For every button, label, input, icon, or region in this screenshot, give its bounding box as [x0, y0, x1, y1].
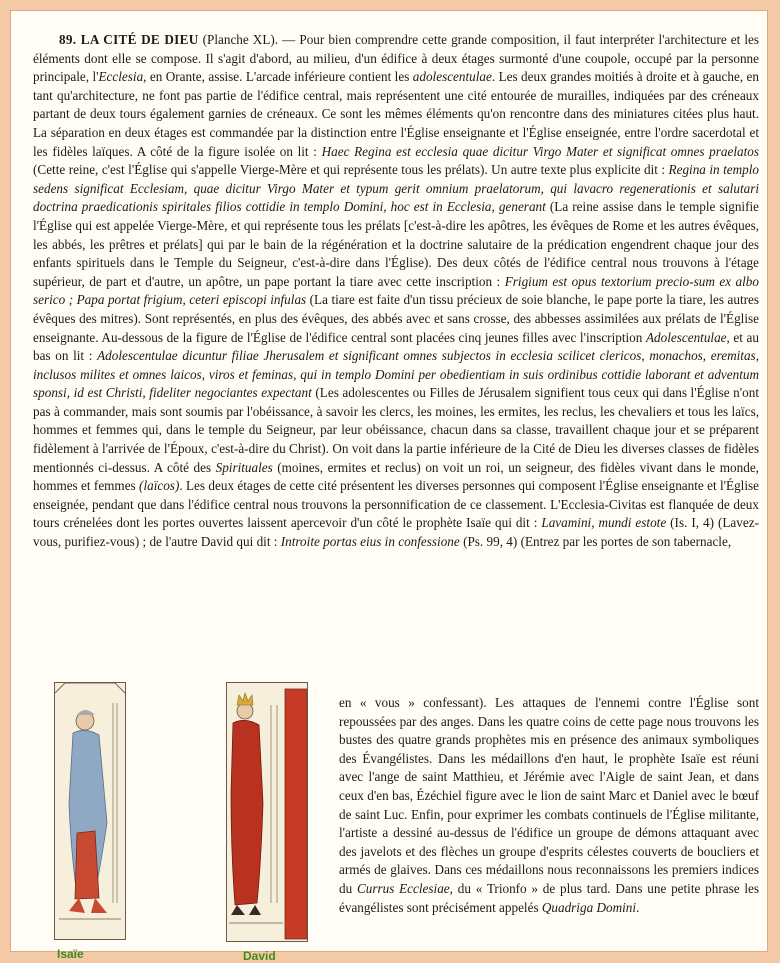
text-run: . Les deux étages de cette cité présentent les diverses personnes qui composent l'Église enseignante et l'Église enseignée, pendant que dans l'édifice central nous trouvons la personnification de ce classement. L'Ecclesia-Civitas est flanquée de deux tours crénelées dont les portes ouvertes laissent apercevoir d'un côté le prophète Isaïe qui dit : — [33, 478, 759, 531]
paragraph-continuation — [339, 694, 759, 917]
david-miniature — [226, 682, 308, 942]
isaiah-miniature — [54, 682, 126, 940]
isaiah-caption: Isaïe — [57, 947, 84, 961]
david-caption: David — [243, 949, 276, 963]
latin-quote: Quadriga Domini — [541, 899, 637, 915]
latin-quote: Adolescentulae — [645, 329, 727, 345]
latin-quote: Haec Regina est ecclesia quae dicitur Virgo Mater et significat omnes praelatos — [321, 143, 759, 159]
text-run: . — [636, 899, 640, 915]
text-run: (Cette reine, c'est l'Église qui s'appelle Vierge-Mère et qui représente tous les prélats). Un autre texte plus explicite dit : — [33, 162, 669, 178]
section-heading: 89. LA CITÉ DE DIEU — [59, 32, 199, 47]
latin-quote: Regina in templo sedens significat Ecclesiam, quae dicitur Virgo Mater et typum gerit omnium praelatorum, qui lavacro regenerationis et salutari doctrina praedicationis spiritales filios cottidie in templo Domini, hoc est in Ecclesia, generant — [33, 162, 759, 215]
latin-quote: Ecclesia — [98, 69, 144, 85]
david-figure-illustration — [227, 683, 307, 941]
text-run: , et au bas on lit : — [33, 329, 760, 364]
text-run: , du « Trionfo » de plus tard. Dans une petite phrase les évangélistes sont précisément appelés — [339, 880, 759, 915]
text-run: (La reine assise dans le temple signifie l'Église qui est appelée Vierge-Mère, et qui représente tous les prélats [c'est-à-dire les apôtres, les évêques de Rome et les autres évêques, les abbés, les prêtres et prélats] qui par le bain de la régénération et la doctrine salutaire de la prédication engendrent chaque jour des enfants spirituels dans le Temple du Seigneur, c'est-à-dire dans l'Église). Des deux côtés de l'édifice central nous trouvons à l'étage supérieur, de part et d'autre, un apôtre, un pape portant la tiare avec cette inscription : — [33, 199, 759, 289]
latin-quote: Lavamini, mundi estote — [541, 515, 667, 531]
latin-quote: adolescentulae — [412, 69, 492, 85]
latin-quote: Currus Ecclesiae — [356, 880, 450, 896]
text-run: (moines, ermites et reclus) on voit un roi, un seigneur, des fidèles vivant dans le monde, hommes et femmes — [33, 459, 759, 494]
plate-reference: (Planche XL). — [202, 32, 279, 47]
text-run: (Ps. 99, 4) (Entrez par les portes de son tabernacle, — [459, 534, 732, 550]
latin-quote: Spirituales — [215, 459, 273, 475]
text-run: (La tiare est faite d'un tissu précieux de soie blanche, le pape porte la tiare, les autres évêques des mitres). Sont représentés, en plus des évêques, des abbés avec et sans crosse, des abbesses assimilées aux prélats de l'Église enseignante. Au-dessous de la figure de l'Église de l'édifice central sont placées cinq jeunes filles avec l'inscription — [33, 292, 759, 345]
latin-quote: Frigium est opus textorium precio-sum ex albo serico ; Papa portat frigium, ceteri episcopi infulas — [33, 273, 759, 308]
text-run: (Les adolescentes ou Filles de Jérusalem signifient tous ceux qui dans l'Église n'ont pas à commander, mais sont soumis par l'obéissance, à savoir les clercs, les moines, les ermites, les reclus, les chevaliers et tous les laïcs, hommes et femmes qui, dans le temple du Seigneur, par leur obéissance, chacun dans sa classe, travaillent chaque jour et se préparent fidèlement à l'arrivée de l'Époux, c'est-à-dire du Christ). On voit dans la partie inférieure de la Cité de Dieu les diverses classes de fidèles mentionnés ci-dessus. A côté des — [33, 385, 759, 475]
text-run: , en Orante, assise. L'arcade inférieure contient les — [143, 69, 413, 85]
latin-quote: Introite portas eius in confessione — [280, 534, 460, 550]
latin-quote: (laïcos) — [139, 478, 180, 494]
paragraph-body — [33, 32, 759, 549]
isaiah-figure-illustration — [55, 683, 125, 939]
paragraph — [33, 31, 759, 552]
text-run: — Pour bien comprendre cette grande composition, il faut interpréter l'architecture et les éléments dont elle se compose. Il s'agit d'abord, au milieu, d'un édifice à deux étages surmonté d'une coupole, occupé par la personne principale, l' — [33, 32, 760, 85]
text-run: en « vous » confessant). Les attaques de l'ennemi contre l'Église sont repoussées par des anges. Dans les quatre coins de cette page nous trouvons les bustes des quatre grands prophètes mis en présence des animaux symboliques des Évangélistes. Dans les médaillons d'en haut, le prophète Isaïe est réuni avec l'ange de saint Matthieu, et Jérémie avec l'Aigle de saint Jean, et dans ceux d'en bas, Ézéchiel figure avec le lion de saint Marc et Daniel avec le bœuf de saint Luc. Enfin, pour exprimer les combats continuels de l'Église militante, l'artiste a dessiné au-dessus de l'édifice un groupe de démons attaquant avec des javelots et des flèches un groupe d'esprits célestes couverts de boucliers et armés de glaives. Dans ces médaillons nous reconnaissons les premiers indices du — [339, 695, 759, 896]
book-page — [10, 10, 768, 963]
latin-quote: Adolescentulae dicuntur filiae Jherusalem et significant omnes subjectos in ecclesia scilicet clericos, monachos, eremitas, inclusos milites et omnes laicos, viros et feminas, qui in templo Domini per obedientiam in suis ordinibus cottidie laborant et adventum sponsi, id est Christi, fideliter negociantes expectant — [33, 348, 759, 401]
lower-text-column — [339, 694, 759, 917]
text-run: (Is. I, 4) (Lavez-vous, purifiez-vous) ; de l'autre David qui dit : — [33, 515, 759, 550]
text-run: . Les deux grandes moitiés à droite et à gauche, en tant qu'architecture, ne font pas partie de l'édifice central, mais représentent une cité entourée de murailles, indiquées par des créneaux partant de deux tours également garnies de créneaux. Ce sont les mêmes éléments qu'on rencontre dans des miniatures citées plus haut. La séparation en deux étages est commandée par la distinction entre l'Église enseignante et l'Église enseignée, entre l'ordre sacerdotal et les fidèles laïques. A côté de la figure isolée on lit : — [33, 69, 759, 159]
main-text — [33, 31, 759, 552]
